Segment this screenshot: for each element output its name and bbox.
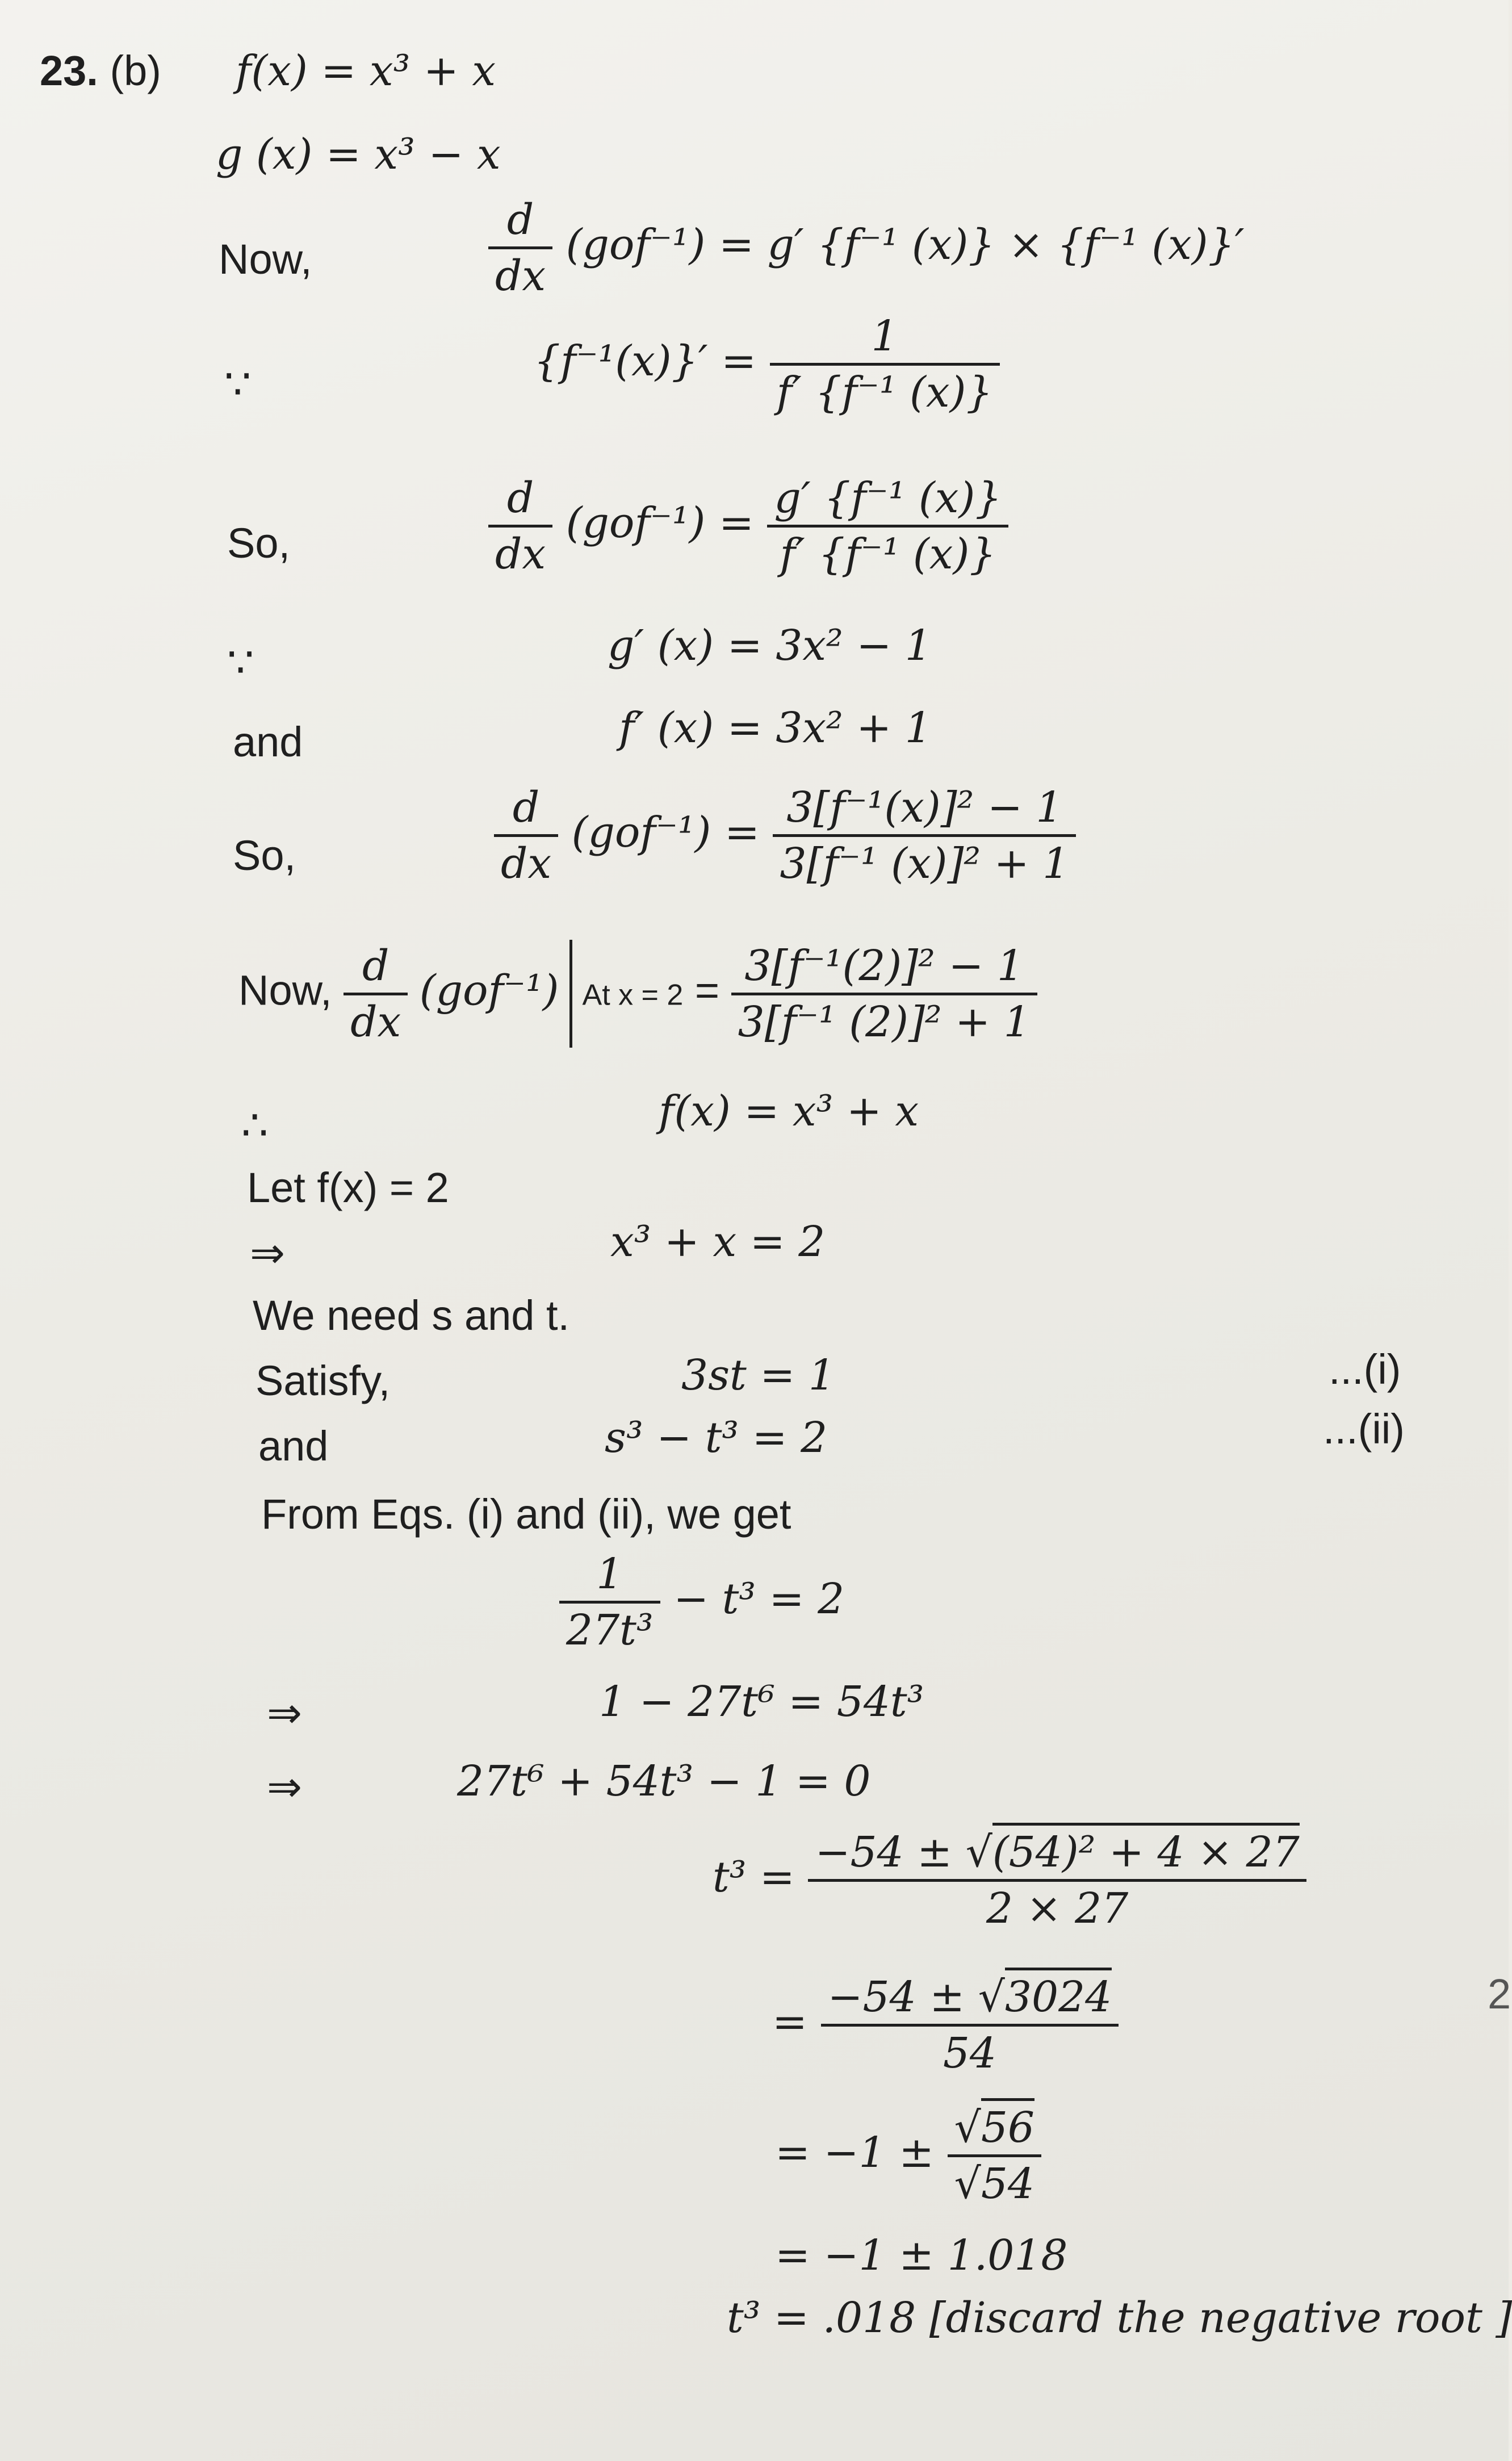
- symbol-therefore: ∴: [241, 1102, 269, 1149]
- symbol-implies: ⇒: [250, 1229, 286, 1276]
- eq-root-ratio: = −1 ± $\frac{√56}{√54}$: [775, 2107, 1041, 2205]
- eq-substituted: $\frac{1}{\text{27t³}}$ − t³ = 2: [559, 1553, 844, 1651]
- text-let-f-equals-2: Let f(x) = 2: [247, 1164, 449, 1211]
- question-number: 23. (b): [40, 47, 161, 94]
- word-now: Now,: [219, 236, 312, 283]
- word-and: and: [258, 1422, 329, 1470]
- symbol-implies: ⇒: [267, 1689, 303, 1736]
- word-and: and: [233, 718, 303, 765]
- eq-simplified-root: = $\frac{-54 \pm √3024}{54}$: [772, 1976, 1119, 2074]
- eq-derivative-chain: $\frac{d}{dx}$ (gof⁻¹) = g′ {f⁻¹ (x)} × {f⁻¹ (x)}′: [488, 199, 1245, 297]
- eq-rearranged: 1 − 27t⁶ = 54t³: [599, 1677, 924, 1726]
- edge-page-digit: 2: [1488, 1970, 1511, 2018]
- text-from-eqs: From Eqs. (i) and (ii), we get: [261, 1491, 791, 1538]
- eq-derivative-at-2: Now, $\frac{d}{dx}$ (gof⁻¹) At x = 2 = $\frac{\text{3[f⁻¹(2)]² − 1}}{\text{3[f⁻¹ (2)]² + 1}}$: [238, 940, 1037, 1048]
- evaluation-bar: [569, 940, 572, 1048]
- word-satisfy: Satisfy,: [256, 1357, 391, 1404]
- equation-tag-i: ...(i): [1329, 1346, 1401, 1393]
- eq-quadratic-formula: t³ = $\frac{\text{−54 ± √(54)² + 4 × 27}}{2 \times 27}$: [713, 1831, 1306, 1930]
- eq-quadratic-in-t3: 27t⁶ + 54t³ − 1 = 0: [457, 1757, 871, 1806]
- eq-cubic: x³ + x = 2: [610, 1217, 826, 1266]
- eq-condition-i: 3st = 1: [681, 1351, 835, 1400]
- eq-condition-ii: s³ − t³ = 2: [605, 1413, 828, 1462]
- eq-derivative-substituted: $\frac{d}{dx}$ (gof⁻¹) = $\frac{\text{3[f⁻¹(x)]² − 1}}{\text{3[f⁻¹ (x)]² + 1}}$: [494, 786, 1076, 885]
- eq-f-prime: f′ (x) = 3x² + 1: [619, 704, 932, 752]
- eq-f-definition: f(x) = x³ + x: [236, 47, 496, 95]
- symbol-implies: ⇒: [267, 1763, 303, 1810]
- eq-g-definition: g (x) = x³ − x: [216, 130, 501, 179]
- word-so: So,: [233, 832, 296, 879]
- word-so: So,: [227, 520, 291, 567]
- symbol-because: ∵: [224, 361, 252, 408]
- eq-inverse-derivative: {f⁻¹(x)}′ = $\frac{1}{\text{f′ \{f⁻¹ (x)\}}}$: [534, 315, 1000, 413]
- eq-derivative-ratio: $\frac{d}{dx}$ (gof⁻¹) = $\frac{\text{g′ \{f⁻¹ (x)\}}}{\text{f′ \{f⁻¹ (x)\}}}$: [488, 477, 1008, 575]
- eq-f-restated: f(x) = x³ + x: [659, 1087, 919, 1136]
- eq-numeric-root: = −1 ± 1.018: [775, 2231, 1068, 2280]
- eq-final-t3: t³ = .018 [discard the negative root ]: [727, 2293, 1512, 2342]
- symbol-because: ∵: [227, 639, 254, 686]
- eq-g-prime: g′ (x) = 3x² − 1: [608, 621, 932, 670]
- equation-tag-ii: ...(ii): [1323, 1405, 1405, 1453]
- text-need-s-and-t: We need s and t.: [253, 1292, 570, 1339]
